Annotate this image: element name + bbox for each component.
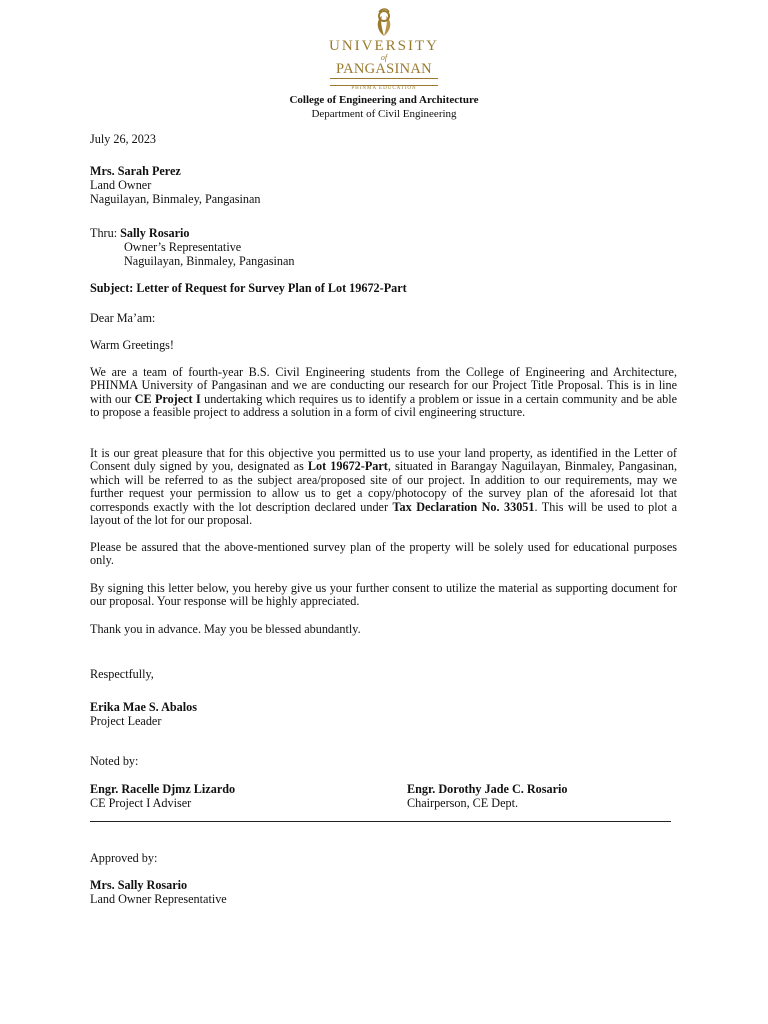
p2-text-a: It is our great pleasure that for this objective you permitted us to use your land property, as identified in the Letter of Consent duly signed by you, designated as xyxy=(90,446,677,474)
body-paragraph-2 xyxy=(90,447,677,527)
p1-bold: CE Project I xyxy=(134,391,201,406)
department-name: Department of Civil Engineering xyxy=(311,108,457,120)
thru-prefix: Thru: xyxy=(90,226,121,240)
p2-text-c: . This will be used to plot a layout of the lot for our proposal. xyxy=(90,499,677,528)
thru-line xyxy=(90,227,190,240)
logo-phinma-text: PHINMA EDUCATION xyxy=(351,86,417,91)
sender-name: Erika Mae S. Abalos xyxy=(90,700,197,714)
closing: Respectfully, xyxy=(90,667,154,681)
approver-title: Land Owner Representative xyxy=(90,892,227,906)
thru-name: Sally Rosario xyxy=(120,226,190,240)
approver-name: Mrs. Sally Rosario xyxy=(90,878,188,892)
noted-left-name: Engr. Racelle Djmz Lizardo xyxy=(90,782,236,796)
p2-text-b: , situated in Barangay Naguilayan, Binmaley, Pangasinan, which will be referred to as the subject area/proposed site of our project. In addition to our requirements, may we further request your permission to allow us to get a copy/photocopy of the survey plan of the aforesaid lot that corresponds exactly with the lot description declared under xyxy=(90,459,677,514)
p2-bold-tax: Tax Declaration No. 33051 xyxy=(392,499,535,514)
logo-pangasinan-text: PANGASINAN xyxy=(336,61,432,77)
noted-left-title: CE Project I Adviser xyxy=(90,796,192,810)
body-paragraph-3 xyxy=(90,541,677,568)
subject-line: Subject: Letter of Request for Survey Plan of Lot 19672-Part xyxy=(90,281,407,295)
crest-emblem-icon xyxy=(368,8,400,38)
noted-right-name: Engr. Dorothy Jade C. Rosario xyxy=(407,782,568,796)
logo-of-text: of xyxy=(380,53,388,62)
logo-book-line xyxy=(330,78,438,86)
sender-title: Project Leader xyxy=(90,714,162,728)
noted-right-title: Chairperson, CE Dept. xyxy=(407,796,519,810)
p3-text: Please be assured that the above-mentioned survey plan of the property will be solely used for educational purposes only. xyxy=(90,540,677,568)
p4-text: By signing this letter below, you hereby give us your further consent to utilize the material as supporting document for our proposal. Your response will be highly appreciated. xyxy=(90,581,677,609)
college-name: College of Engineering and Architecture xyxy=(289,94,479,106)
body-paragraph-1 xyxy=(90,366,677,420)
body-paragraph-4 xyxy=(90,582,677,609)
thru-address: Naguilayan, Binmaley, Pangasinan xyxy=(124,254,295,268)
letter-date: July 26, 2023 xyxy=(90,132,157,146)
greeting: Warm Greetings! xyxy=(90,338,174,352)
p1-text-a: We are a team of fourth-year B.S. Civil Engineering students from the College of Engineering and Architecture, PHINMA University of Pangasinan and we are conducting our research for our Project Title Proposal. This is in line with our xyxy=(90,365,677,406)
recipient-address: Naguilayan, Binmaley, Pangasinan xyxy=(90,192,261,206)
body-paragraph-5: Thank you in advance. May you be blessed abundantly. xyxy=(90,622,361,636)
noted-by-label: Noted by: xyxy=(90,754,139,768)
approved-by-label: Approved by: xyxy=(90,851,158,865)
separator-line xyxy=(90,821,671,822)
recipient-name: Mrs. Sarah Perez xyxy=(90,164,181,178)
logo-university-text: UNIVERSITY xyxy=(329,38,439,54)
recipient-title: Land Owner xyxy=(90,178,152,192)
salutation: Dear Ma’am: xyxy=(90,311,156,325)
p2-bold-lot: Lot 19672-Part xyxy=(307,459,388,474)
thru-title: Owner’s Representative xyxy=(124,240,242,254)
university-logo xyxy=(320,8,448,92)
p1-text-b: undertaking which requires us to identify a problem or issue in a certain community and be able to propose a feasible project to address a solution in a form of civil engineering structure. xyxy=(90,391,677,420)
